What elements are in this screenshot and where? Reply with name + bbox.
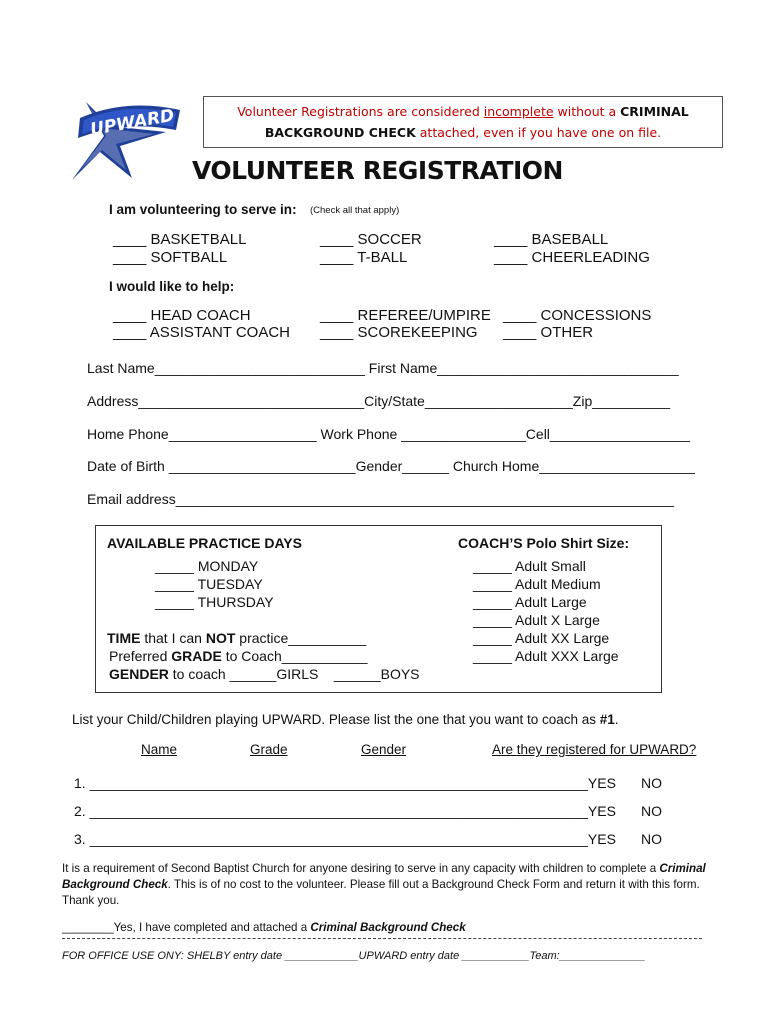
option-scorekeeping[interactable]: ____ SCOREKEEPING [320, 324, 478, 341]
background-check-confirm[interactable]: ________Yes, I have completed and attached a Criminal Background Check [62, 921, 466, 934]
shirt-xxlarge[interactable]: _____ Adult XX Large [473, 630, 610, 646]
header-registered: Are they registered for UPWARD? [492, 742, 697, 757]
day-monday[interactable]: _____ MONDAY [155, 558, 259, 574]
children-intro: List your Child/Children playing UPWARD. Please list the one that you want to coach as #1. [72, 712, 619, 727]
header-name: Name [141, 742, 178, 757]
shirt-medium[interactable]: _____ Adult Medium [473, 576, 601, 592]
child-row-1-no[interactable]: NO [641, 775, 662, 791]
practice-days-title: AVAILABLE PRACTICE DAYS [107, 535, 302, 551]
option-tball[interactable]: ____ T-BALL [320, 249, 408, 266]
option-basketball[interactable]: ____ BASKETBALL [113, 231, 247, 248]
criminal-check-notice: Volunteer Registrations are considered incomplete without a CRIMINAL BACKGROUND CHECK attached, even if you have one on file. [203, 96, 723, 148]
name-fields[interactable]: Last Name___________________________ First Name_______________________________ [87, 360, 679, 376]
time-field[interactable]: TIME that I can NOT practice__________ [107, 630, 367, 646]
page-title: VOLUNTEER REGISTRATION [192, 156, 563, 185]
address-fields[interactable]: Address_____________________________City/State___________________Zip__________ [87, 393, 671, 409]
shirt-small[interactable]: _____ Adult Small [473, 558, 586, 574]
child-row-2[interactable]: 2. ________________________________________________________________YES [74, 803, 616, 819]
dob-fields[interactable]: Date of Birth ________________________Gender______ Church Home____________________ [87, 458, 695, 474]
requirement-paragraph: It is a requirement of Second Baptist Church for anyone desiring to serve in any capacity with children to complete a Criminal Background Check. This is of no cost to the volunteer. Please fill out a Background Check Form and return it with this form. Thank you. [62, 862, 706, 907]
gender-field[interactable]: GENDER to coach ______GIRLS ______BOYS [109, 666, 420, 682]
child-row-3[interactable]: 3. ________________________________________________________________YES [74, 831, 616, 847]
option-head-coach[interactable]: ____ HEAD COACH [113, 307, 251, 324]
phone-fields[interactable]: Home Phone___________________ Work Phone ________________Cell__________________ [87, 426, 691, 442]
option-referee[interactable]: ____ REFEREE/UMPIRE [320, 307, 491, 324]
option-other[interactable]: ____ OTHER [503, 324, 594, 341]
serve-hint: (Check all that apply) [310, 205, 400, 216]
shirt-large[interactable]: _____ Adult Large [473, 594, 587, 610]
shirt-size-title: COACH’S Polo Shirt Size: [458, 535, 630, 551]
header-gender: Gender [361, 742, 407, 757]
logo-text: UPWARD [88, 105, 176, 141]
header-grade: Grade [250, 742, 288, 757]
email-field[interactable]: Email address________________________________________________________________ [87, 491, 675, 507]
child-row-3-no[interactable]: NO [641, 831, 662, 847]
option-softball[interactable]: ____ SOFTBALL [113, 249, 228, 266]
office-use-line: FOR OFFICE USE ONY: SHELBY entry date ____________UPWARD entry date ___________Team:______________ [62, 950, 646, 962]
day-tuesday[interactable]: _____ TUESDAY [155, 576, 263, 592]
upward-logo [66, 96, 184, 184]
help-label: I would like to help: [109, 279, 235, 294]
grade-field[interactable]: Preferred GRADE to Coach___________ [109, 648, 368, 664]
child-row-1[interactable]: 1. ________________________________________________________________YES [74, 775, 616, 791]
office-divider [62, 938, 702, 939]
option-assistant-coach[interactable]: ____ ASSISTANT COACH [113, 324, 291, 341]
option-concessions[interactable]: ____ CONCESSIONS [503, 307, 652, 324]
serve-label: I am volunteering to serve in: [109, 202, 297, 217]
option-soccer[interactable]: ____ SOCCER [320, 231, 422, 248]
day-thursday[interactable]: _____ THURSDAY [155, 594, 274, 610]
option-cheerleading[interactable]: ____ CHEERLEADING [494, 249, 650, 266]
shirt-xxxlarge[interactable]: _____ Adult XXX Large [473, 648, 619, 664]
option-baseball[interactable]: ____ BASEBALL [494, 231, 609, 248]
child-row-2-no[interactable]: NO [641, 803, 662, 819]
shirt-xlarge[interactable]: _____ Adult X Large [473, 612, 600, 628]
